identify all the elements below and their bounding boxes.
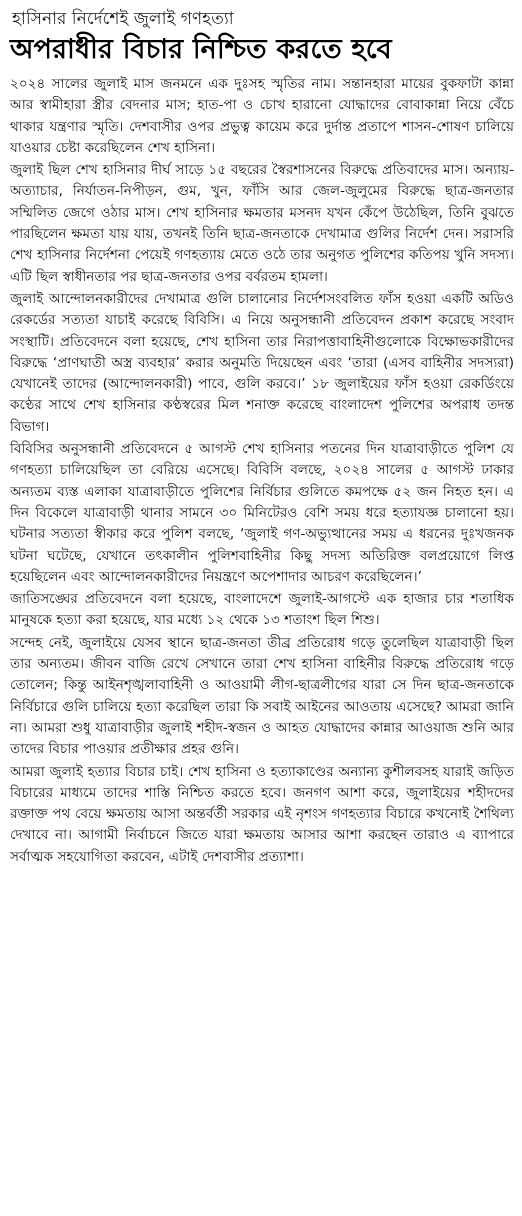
article-paragraph: জাতিসঙ্ঘের প্রতিবেদনে বলা হয়েছে, বাংলাদেশে জুলাই-আগস্টে এক হাজার চার শতাধিক মানুষকে হত্যা করা হয়েছে, যার মধ্যে ১২ থেকে ১৩ শতাংশ ছিল শিশু।	[10, 591, 514, 629]
article-paragraph: জুলাই ছিল শেখ হাসিনার দীর্ঘ সাড়ে ১৫ বছরের স্বৈরশাসনের বিরুদ্ধে প্রতিবাদের মাস। অন্যায়-অত্যাচার, নির্যাতন-নিপীড়ন, গুম, খুন, ফাঁসি আর জেল-জুলুমের বিরুদ্ধে ছাত্র-জনতার সম্মিলিত জেগে ওঠার মাস। শেখ হাসিনার ক্ষমতার মসনদ যখন কেঁপে উঠেছিল, তিনি বুঝতে পারছিলেন ক্ষমতা যায় যায়, তখনই তিনি ছাত্র-জনতাকে দেখামাত্র গুলির নির্দেশ দেন। সরাসরি শেখ হাসিনার নির্দেশনা পেয়েই গণহত্যায় মেতে ওঠে তার অনুগত পুলিশের কতিপয় খুনি সদস্য। এটি ছিল স্বাধীনতার পর ছাত্র-জনতার ওপর বর্বরতম হামলা।	[10, 162, 514, 285]
article-headline: অপরাধীর বিচার নিশ্চিত করতে হবে	[10, 34, 392, 65]
article-kicker: হাসিনার নির্দেশেই জুলাই গণহত্যা	[12, 9, 234, 29]
article-paragraph: সন্দেহ নেই, জুলাইয়ে যেসব স্থানে ছাত্র-জনতা তীব্র প্রতিরোধ গড়ে তুলেছিল যাত্রাবাড়ী ছিল তার অন্যতম। জীবন বাজি রেখে সেখানে তারা শেখ হাসিনা বাহিনীর বিরুদ্ধে প্রতিরোধ গড়ে তোলেন; কিন্তু আইনশৃঙ্খলাবাহিনী ও আওয়ামী লীগ-ছাত্রলীগের যারা সে দিন ছাত্র-জনতাকে নির্বিচারে গুলি চালিয়ে হত্যা করেছিল তারা কি সবাই আইনের আওতায় এসেছে? আমরা জানি না। আমরা শুধু যাত্রাবাড়ীর জুলাই শহীদ-স্বজন ও আহত যোদ্ধাদের কান্নার আওয়াজ শুনি আর তাদের বিচার পাওয়ার প্রতীক্ষার প্রহর গুনি।	[10, 634, 514, 758]
article-paragraph: বিবিসির অনুসন্ধানী প্রতিবেদনে ৫ আগস্ট শেখ হাসিনার পতনের দিন যাত্রাবাড়ীতে পুলিশ যে গণহত্যা চালিয়েছিল তা বেরিয়ে এসেছে। বিবিসি বলছে, ২০২৪ সালের ৫ আগস্ট ঢাকার অন্যতম ব্যস্ত এলাকা যাত্রাবাড়ীতে পুলিশের নির্বিচার গুলিতে কমপক্ষে ৫২ জন নিহত হন। এ দিন বিকেলে যাত্রাবাড়ী থানার সামনে ৩০ মিনিটেরও বেশি সময় ধরে হত্যাযজ্ঞ চালানো হয়। ঘটনার সত্যতা স্বীকার করে পুলিশ বলছে, ‘জুলাই গণ-অভ্যুত্থানের সময় এ ধরনের দুঃখজনক ঘটনা ঘটেছে, যেখানে তৎকালীন পুলিশবাহিনীর কিছু সদস্য অতিরিক্ত বলপ্রয়োগে লিপ্ত হয়েছিলেন এবং আন্দোলনকারীদের নিয়ন্ত্রণে অপেশাদার আচরণ করেছিলেন।’	[10, 441, 514, 585]
article-paragraph: আমরা জুলাই হত্যার বিচার চাই। শেখ হাসিনা ও হত্যাকাণ্ডের অন্যান্য কুশীলবসহ যারাই জড়িত বিচারের মাধ্যমে তাদের শাস্তি নিশ্চিত করতে হবে। জনগণ আশা করে, জুলাইয়ের শহীদদের রক্তাক্ত পথ বেয়ে ক্ষমতায় আসা অন্তর্বর্তী সরকার এই নৃশংস গণহত্যার বিচারে কখনোই শৈথিল্য দেখাবে না। আগামী নির্বাচনে জিতে যারা ক্ষমতায় আসার আশা করছেন তারাও এ ব্যাপারে সর্বাত্মক সহযোগিতা করবেন, এটাই দেশবাসীর প্রত্যাশা।	[10, 763, 514, 865]
article-paragraph: জুলাই আন্দোলনকারীদের দেখামাত্র গুলি চালানোর নির্দেশসংবলিত ফাঁস হওয়া একটি অডিও রেকর্ডের সত্যতা যাচাই করেছে বিবিসি। এ নিয়ে অনুসন্ধানী প্রতিবেদন প্রকাশ করেছে সংবাদ সংস্থাটি। প্রতিবেদনে বলা হয়েছে, শেখ হাসিনা তার নিরাপত্তাবাহিনীগুলোকে বিক্ষোভকারীদের বিরুদ্ধে ‘প্রাণঘাতী অস্ত্র ব্যবহার’ করার অনুমতি দিয়েছেন এবং ‘তারা (এসব বাহিনীর সদস্যরা) যেখানেই তাদের (আন্দোলনকারী) পাবে, গুলি করবে।’ ১৮ জুলাইয়ের ফাঁস হওয়া রেকর্ডিংয়ে কণ্ঠের সাথে শেখ হাসিনার কণ্ঠস্বরের মিল শনাক্ত করেছে বাংলাদেশ পুলিশের অপরাধ তদন্ত বিভাগ।	[10, 290, 514, 435]
article-paragraph: ২০২৪ সালের জুলাই মাস জনমনে এক দুঃসহ স্মৃতির নাম। সন্তানহারা মায়ের বুকফাটা কান্না আর স্বামীহারা স্ত্রীর বেদনার মাস; হাত-পা ও চোখ হারানো যোদ্ধাদের বোবাকান্না নিয়ে বেঁচে থাকার যন্ত্রণার স্মৃতি। দেশবাসীর ওপর প্রভুত্ব কায়েম করে দুর্দান্ত প্রতাপে শাসন-শোষণ চালিয়ে যাওয়ার চেষ্টা করেছিলেন শেখ হাসিনা।	[10, 76, 514, 156]
article-body	[10, 74, 514, 868]
